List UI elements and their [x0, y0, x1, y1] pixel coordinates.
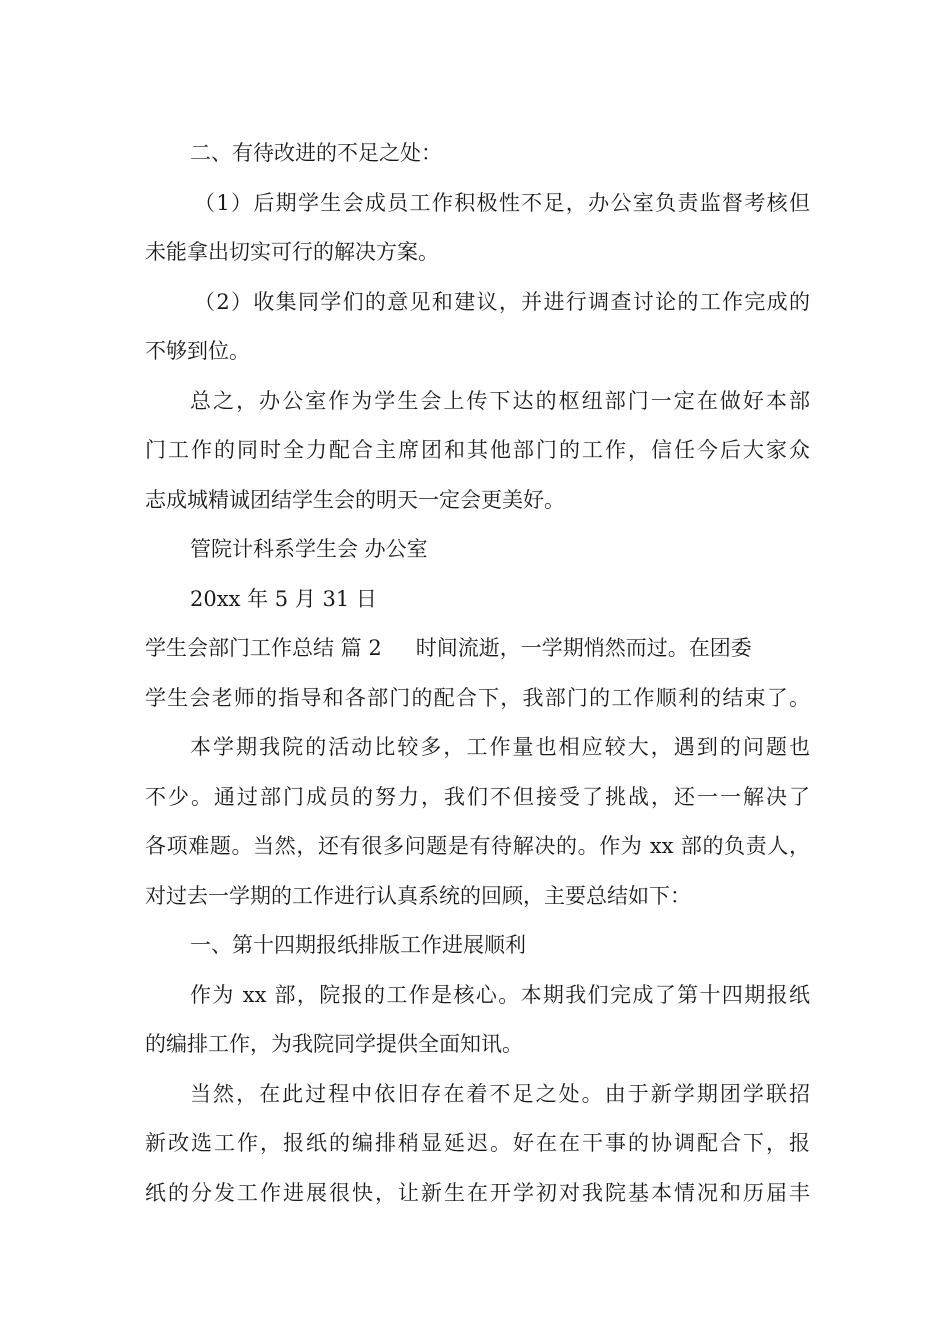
paragraph-line: 对过去一学期的工作进行认真系统的回顾，主要总结如下：: [145, 883, 691, 908]
article-title-line: [145, 624, 810, 674]
paragraph-line: 门工作的同时全力配合主席团和其他部门的工作，信任今后大家众: [145, 438, 810, 462]
signature-org: 管院计科系学生会 办公室: [190, 537, 428, 561]
section-heading: 一、第十四期报纸排版工作进展顺利: [190, 933, 526, 957]
paragraph-line: 新改选工作，报纸的编排稍显延迟。好在在干事的协调配合下，报: [145, 1131, 810, 1155]
paragraph-line: 的编排工作，为我院同学提供全面知讯。: [145, 1032, 523, 1056]
paragraph-line: （1）后期学生会成员工作积极性不足，办公室负责监督考核但: [194, 190, 810, 215]
paragraph-line: （2）收集同学们的意见和建议，并进行调查讨论的工作完成的: [194, 289, 810, 314]
paragraph-line: 当然，在此过程中依旧存在着不足之处。由于新学期团学联招: [190, 1081, 810, 1106]
section-heading: 二、有待改进的不足之处：: [190, 141, 442, 165]
paragraph-line: 作为 xx 部，院报的工作是核心。本期我们完成了第十四期报纸: [190, 982, 810, 1007]
paragraph-line: 不少。通过部门成员的努力，我们不但接受了挑战，还一一解决了: [145, 784, 810, 809]
paragraph-line: 学生会老师的指导和各部门的配合下，我部门的工作顺利的结束了。: [145, 685, 810, 710]
paragraph-line: 时间流逝，一学期悄然而过。在团委: [415, 636, 752, 660]
signature-date: 20xx 年 5 月 31 日: [190, 586, 377, 611]
paragraph-line: 不够到位。: [145, 339, 250, 363]
paragraph-line: 志成城精诚团结学生会的明天一定会更美好。: [145, 487, 565, 512]
paragraph-line: 未能拿出切实可行的解决方案。: [145, 240, 439, 264]
paragraph-line: 纸的分发工作进展很快，让新生在开学初对我院基本情况和历届丰: [145, 1180, 810, 1205]
document-page: [145, 129, 810, 1218]
paragraph-line: 各项难题。当然，还有很多问题是有待解决的。作为 xx 部的负责人，: [145, 834, 810, 858]
article-title: 学生会部门工作总结 篇 2: [145, 636, 382, 660]
paragraph-line: 本学期我院的活动比较多，工作量也相应较大，遇到的问题也: [190, 735, 810, 759]
paragraph-line: 总之，办公室作为学生会上传下达的枢纽部门一定在做好本部: [190, 388, 810, 413]
